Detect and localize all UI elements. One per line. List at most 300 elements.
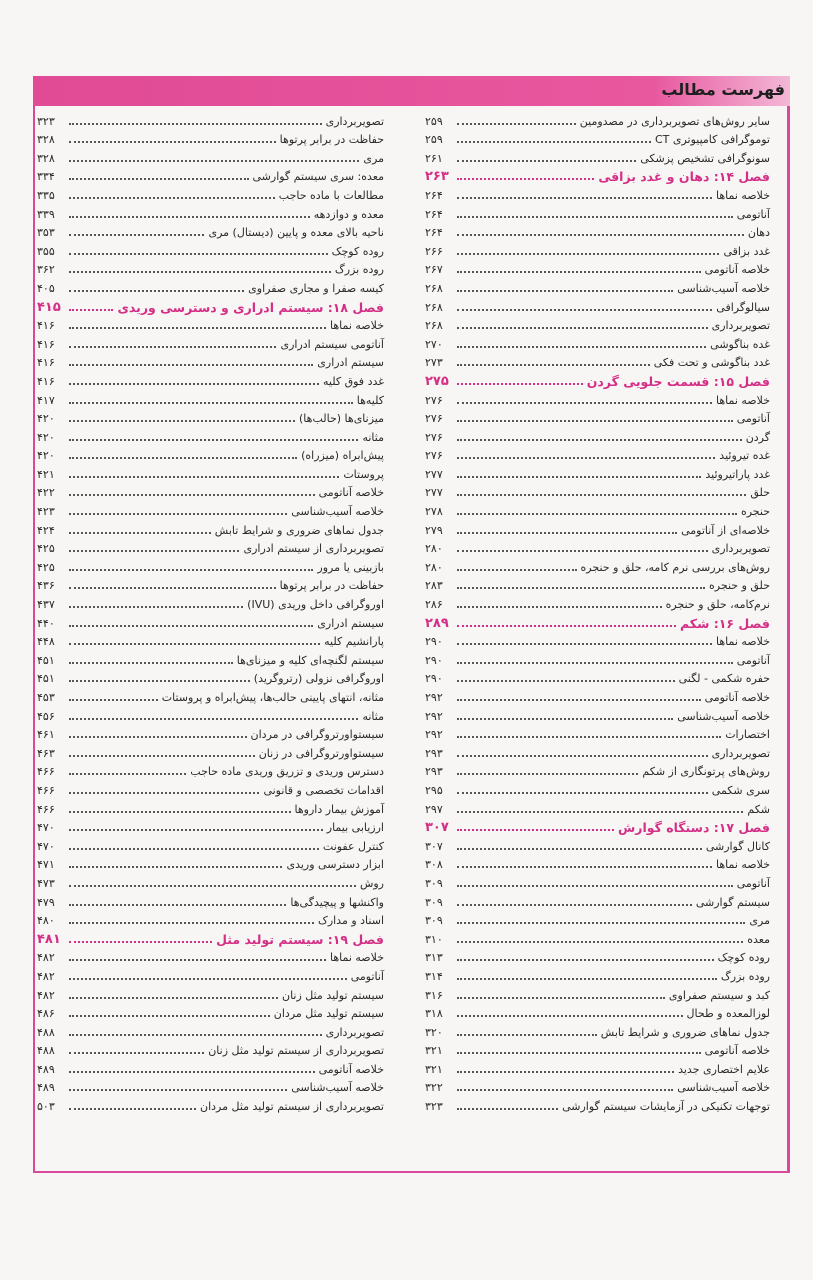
dot-leader xyxy=(69,978,347,980)
toc-entry-page: ۴۸۶ xyxy=(37,1007,55,1021)
dot-leader xyxy=(69,532,211,534)
dot-leader xyxy=(69,309,113,311)
toc-entry-page: ۲۹۰ xyxy=(425,635,443,649)
toc-entry-page: ۳۵۵ xyxy=(37,244,55,258)
toc-entry-page: ۲۷۶ xyxy=(425,449,443,463)
toc-entry-page: ۴۱۵ xyxy=(37,299,61,315)
toc-entry-title: پروستات xyxy=(343,467,384,481)
toc-entry-page: ۲۹۲ xyxy=(425,709,443,723)
toc-entry-page: ۲۷۹ xyxy=(425,523,443,537)
dot-leader xyxy=(457,904,692,906)
toc-entry-page: ۴۶۱ xyxy=(37,728,55,742)
toc-entry-page: ۴۲۲ xyxy=(37,486,55,500)
toc-entry-title: روده بزرگ xyxy=(720,969,770,983)
toc-entry-title: سیستم گوارشی xyxy=(695,895,770,909)
dot-leader xyxy=(457,736,721,738)
toc-entry-page: ۲۷۰ xyxy=(425,337,443,351)
toc-entry xyxy=(425,482,770,501)
toc-entry-page: ۲۷۳ xyxy=(425,356,443,370)
toc-entry-page: ۴۷۹ xyxy=(37,895,55,909)
toc-entry-title: حفاظت در برابر پرتوها xyxy=(279,579,384,593)
toc-entry-title: تصویربرداری xyxy=(325,1025,384,1039)
toc-entry-title: خلاصه نماها xyxy=(715,393,770,407)
dot-leader xyxy=(69,606,243,608)
toc-entry-page: ۳۰۹ xyxy=(425,895,443,909)
toc-entry-page: ۲۶۸ xyxy=(425,319,443,333)
toc-entry-page: ۲۶۸ xyxy=(425,300,443,314)
toc-entry-page: ۲۷۶ xyxy=(425,412,443,426)
toc-entry-title: ناحیه بالای معده و پایین (دیستال) مری xyxy=(208,226,384,240)
dot-leader xyxy=(457,123,576,125)
toc-entry-page: ۲۶۷ xyxy=(425,263,443,277)
toc-entry-page: ۴۲۰ xyxy=(37,412,55,426)
toc-entry-page: ۴۱۶ xyxy=(37,374,55,388)
toc-entry-page: ۲۹۳ xyxy=(425,746,443,760)
dot-leader xyxy=(457,178,594,180)
toc-entry xyxy=(37,686,384,705)
toc-chapter-heading xyxy=(425,612,770,631)
toc-entry-page: ۳۰۸ xyxy=(425,858,443,872)
toc-entry xyxy=(37,482,384,501)
toc-entry-page: ۴۵۱ xyxy=(37,653,55,667)
toc-entry xyxy=(425,203,770,222)
toc-entry-title: مثانه xyxy=(362,430,384,444)
toc-chapter-heading xyxy=(425,370,770,389)
toc-entry xyxy=(37,984,384,1003)
dot-leader xyxy=(69,755,255,757)
toc-entry-page: ۴۶۶ xyxy=(37,783,55,797)
toc-entry-title: سیستم تولید مثل مردان xyxy=(273,1007,384,1021)
toc-entry-title: روش xyxy=(359,876,384,890)
toc-entry-page: ۲۷۵ xyxy=(425,373,449,389)
toc-entry xyxy=(425,277,770,296)
toc-entry xyxy=(37,277,384,296)
dot-leader xyxy=(69,141,276,143)
dot-leader xyxy=(457,383,583,385)
toc-entry-page: ۳۰۷ xyxy=(425,839,443,853)
toc-entry-title: پیش‌ابراه (میزراه) xyxy=(301,449,384,463)
toc-entry xyxy=(37,129,384,148)
toc-entry-title: کلیه‌ها xyxy=(356,393,384,407)
dot-leader xyxy=(457,420,733,422)
toc-entry xyxy=(37,779,384,798)
toc-entry xyxy=(425,556,770,575)
toc-entry-page: ۳۳۹ xyxy=(37,207,55,221)
toc-entry xyxy=(37,798,384,817)
toc-entry-title: توجهات تکنیکی در آزمایشات سیستم گوارشی xyxy=(562,1100,770,1114)
toc-entry xyxy=(37,891,384,910)
toc-entry-title: خلاصه آسیب‌شناسی xyxy=(291,1081,384,1095)
dot-leader xyxy=(457,848,702,850)
toc-entry-page: ۴۸۲ xyxy=(37,951,55,965)
toc-entry-title: تصویربرداری xyxy=(711,319,770,333)
dot-leader xyxy=(457,457,715,459)
toc-entry xyxy=(37,612,384,631)
dot-leader xyxy=(69,290,244,292)
toc-entry-page: ۳۳۵ xyxy=(37,188,55,202)
dot-leader xyxy=(69,160,359,162)
toc-entry-page: ۳۱۸ xyxy=(425,1007,443,1021)
toc-entry-page: ۴۱۶ xyxy=(37,356,55,370)
dot-leader xyxy=(69,550,239,552)
toc-entry xyxy=(37,1021,384,1040)
toc-entry xyxy=(425,1021,770,1040)
toc-entry-title: آناتومی xyxy=(350,969,384,983)
toc-entry xyxy=(425,500,770,519)
toc-entry-title: معده xyxy=(747,932,770,946)
toc-entry-page: ۳۲۱ xyxy=(425,1062,443,1076)
dot-leader xyxy=(457,829,614,831)
toc-entry xyxy=(37,426,384,445)
dot-leader xyxy=(457,866,712,868)
toc-entry xyxy=(37,854,384,873)
page-title: فهرست مطالب xyxy=(661,80,785,99)
toc-entry-title: خلاصه آسیب‌شناسی xyxy=(677,281,770,295)
toc-entry-title: سیستواورتروگرافی در زنان xyxy=(258,746,384,760)
dot-leader xyxy=(457,699,701,701)
toc-entry-title: آناتومی xyxy=(736,653,770,667)
toc-entry-page: ۴۴۰ xyxy=(37,616,55,630)
toc-entry-page: ۴۵۳ xyxy=(37,691,55,704)
dot-leader xyxy=(69,402,353,404)
toc-entry xyxy=(37,222,384,241)
dot-leader xyxy=(69,327,326,329)
toc-entry-title: دسترس وریدی و تزریق وریدی ماده حاجب xyxy=(190,765,384,779)
toc-entry xyxy=(37,556,384,575)
toc-entry xyxy=(37,333,384,352)
toc-entry-title: تصویربرداری از سیستم تولید مثل زنان xyxy=(208,1044,384,1058)
dot-leader xyxy=(69,569,313,571)
toc-entry-title: حفاظت در برابر پرتوها xyxy=(279,133,384,147)
toc-entry xyxy=(425,222,770,241)
toc-entry-page: ۴۸۰ xyxy=(37,914,55,928)
dot-leader xyxy=(457,439,742,441)
toc-entry xyxy=(37,110,384,129)
toc-chapter-heading xyxy=(425,817,770,836)
toc-entry xyxy=(425,519,770,538)
toc-entry xyxy=(37,817,384,836)
toc-entry xyxy=(37,203,384,222)
toc-entry xyxy=(425,835,770,854)
toc-entry xyxy=(37,668,384,687)
toc-entry xyxy=(37,1095,384,1114)
toc-entry-title: فصل ۱۵: قسمت جلویی گردن xyxy=(586,373,770,389)
toc-entry-title: کبد و سیستم صفراوی xyxy=(668,988,770,1002)
toc-entry xyxy=(37,631,384,650)
toc-entry-title: غدد بناگوشی و تحت فکی xyxy=(653,356,770,370)
toc-entry-title: آموزش بیمار داروها xyxy=(294,802,384,816)
toc-entry-title: معده و دوازدهه xyxy=(313,207,384,221)
toc-entry-title: غده تیروئید xyxy=(719,449,770,463)
dot-leader xyxy=(69,364,313,366)
dot-leader xyxy=(69,457,297,459)
toc-entry xyxy=(425,1058,770,1077)
toc-entry-page: ۲۶۳ xyxy=(425,169,449,185)
toc-entry xyxy=(425,1077,770,1096)
toc-entry xyxy=(425,984,770,1003)
dot-leader xyxy=(69,885,356,887)
toc-entry-page: ۴۲۳ xyxy=(37,505,55,519)
toc-entry-page: ۴۶۶ xyxy=(37,765,55,779)
toc-entry xyxy=(425,686,770,705)
dot-leader xyxy=(69,1071,315,1073)
toc-entry-page: ۳۲۰ xyxy=(425,1025,443,1039)
toc-entry xyxy=(425,593,770,612)
dot-leader xyxy=(69,848,319,850)
toc-entry-page: ۳۲۳ xyxy=(37,114,55,128)
toc-entry xyxy=(37,259,384,278)
toc-entry-page: ۲۷۷ xyxy=(425,467,443,481)
toc-entry-page: ۲۶۶ xyxy=(425,244,443,258)
toc-entry-page: ۲۹۰ xyxy=(425,653,443,667)
dot-leader xyxy=(457,922,745,924)
toc-entry xyxy=(425,110,770,129)
toc-entry xyxy=(425,296,770,315)
toc-entry-title: روش‌های پرتونگاری از شکم xyxy=(642,765,770,779)
toc-entry-title: شکم xyxy=(747,802,770,816)
dot-leader xyxy=(69,123,322,125)
toc-entry xyxy=(37,947,384,966)
dot-leader xyxy=(457,141,651,143)
toc-entry xyxy=(37,315,384,334)
toc-entry-title: میزنای‌ها (حالب‌ها) xyxy=(299,412,384,426)
dot-leader xyxy=(69,773,186,775)
toc-entry xyxy=(425,798,770,817)
dot-leader xyxy=(457,160,636,162)
dot-leader xyxy=(457,978,717,980)
toc-entry-title: سیستواورتروگرافی در مردان xyxy=(250,728,384,742)
dot-leader xyxy=(69,643,320,645)
toc-entry-page: ۲۷۶ xyxy=(425,393,443,407)
dot-leader xyxy=(457,290,673,292)
toc-entry xyxy=(425,761,770,780)
toc-entry-page: ۲۶۱ xyxy=(425,151,443,165)
dot-leader xyxy=(457,1052,701,1054)
dot-leader xyxy=(457,364,650,366)
toc-entry-title: لوزالمعده و طحال xyxy=(686,1007,770,1021)
toc-entry-title: خلاصه آناتومی xyxy=(704,1044,770,1058)
dot-leader xyxy=(69,1052,204,1054)
toc-entry xyxy=(37,147,384,166)
toc-entry-title: تصویربرداری xyxy=(325,114,384,128)
dot-leader xyxy=(457,309,712,311)
toc-entry xyxy=(37,872,384,891)
toc-entry xyxy=(425,575,770,594)
toc-entry-title: فصل ۱۷: دستگاه گوارش xyxy=(618,820,770,836)
toc-entry-title: کنترل عفونت xyxy=(322,839,384,853)
toc-entry-title: فصل ۱۸: سیستم ادراری و دسترسی وریدی xyxy=(117,299,384,315)
dot-leader xyxy=(457,216,733,218)
toc-left-column xyxy=(37,110,384,1114)
toc-entry-page: ۴۵۶ xyxy=(37,709,55,723)
toc-entry-page: ۴۲۰ xyxy=(37,430,55,444)
toc-entry-page: ۲۵۹ xyxy=(425,114,443,128)
toc-entry-page: ۴۷۱ xyxy=(37,858,55,872)
toc-entry-page: ۴۱۶ xyxy=(37,319,55,333)
dot-leader xyxy=(69,234,204,236)
toc-entry xyxy=(425,910,770,929)
toc-entry-title: کانال گوارشی xyxy=(705,839,770,853)
dot-leader xyxy=(69,1034,322,1036)
dot-leader xyxy=(457,680,675,682)
dot-leader xyxy=(457,941,743,943)
toc-entry-title: پارانشیم کلیه xyxy=(324,635,384,649)
dot-leader xyxy=(69,1015,270,1017)
toc-entry xyxy=(37,835,384,854)
dot-leader xyxy=(69,1089,287,1091)
toc-entry-page: ۲۸۶ xyxy=(425,598,443,612)
toc-entry xyxy=(37,965,384,984)
dot-leader xyxy=(457,476,701,478)
dot-leader xyxy=(457,773,638,775)
toc-entry-page: ۲۹۲ xyxy=(425,691,443,704)
toc-entry-title: خلاصه آسیب‌شناسی xyxy=(677,1081,770,1095)
toc-entry-page: ۳۱۴ xyxy=(425,969,443,983)
dot-leader xyxy=(69,253,328,255)
toc-entry-title: خلاصه نماها xyxy=(329,951,384,965)
dot-leader xyxy=(457,271,701,273)
toc-entry xyxy=(425,668,770,687)
toc-entry-title: سری شکمی xyxy=(711,783,770,797)
dot-leader xyxy=(457,885,733,887)
dot-leader xyxy=(69,383,319,385)
toc-entry xyxy=(425,891,770,910)
toc-entry-title: حفره شکمی - لگنی xyxy=(678,672,770,686)
toc-entry-title: خلاصه آسیب‌شناسی xyxy=(291,505,384,519)
dot-leader xyxy=(69,997,278,999)
dot-leader xyxy=(457,197,712,199)
toc-entry-page: ۴۸۸ xyxy=(37,1044,55,1058)
toc-entry-page: ۴۶۳ xyxy=(37,746,55,760)
toc-entry-page: ۲۶۴ xyxy=(425,188,443,202)
toc-entry-page: ۳۱۶ xyxy=(425,988,443,1002)
toc-entry xyxy=(37,1040,384,1059)
toc-entry-title: روده کوچک xyxy=(331,244,384,258)
toc-entry xyxy=(37,240,384,259)
dot-leader xyxy=(69,346,276,348)
toc-entry-title: خلاصه آناتومی xyxy=(318,1062,384,1076)
dot-leader xyxy=(69,792,259,794)
toc-entry-page: ۲۸۹ xyxy=(425,615,449,631)
toc-entry-page: ۴۳۶ xyxy=(37,579,55,593)
toc-entry-page: ۳۳۴ xyxy=(37,170,55,184)
toc-entry-title: غدد بزاقی xyxy=(723,244,770,258)
dot-leader xyxy=(69,439,358,441)
toc-entry-page: ۴۸۲ xyxy=(37,969,55,983)
toc-entry xyxy=(425,315,770,334)
toc-entry-title: کیسه صفرا و مجاری صفراوی xyxy=(248,281,384,295)
dot-leader xyxy=(69,1108,196,1110)
toc-entry-page: ۲۸۳ xyxy=(425,579,443,593)
toc-entry-page: ۲۹۵ xyxy=(425,783,443,797)
dot-leader xyxy=(69,216,310,218)
toc-entry-page: ۳۲۲ xyxy=(425,1081,443,1095)
toc-entry-page: ۲۷۶ xyxy=(425,430,443,444)
dot-leader xyxy=(69,178,249,180)
toc-entry-title: اوروگرافی داخل وریدی (IVU) xyxy=(247,598,384,612)
dot-leader xyxy=(457,513,737,515)
toc-entry xyxy=(37,445,384,464)
toc-entry-title: خلاصه آناتومی xyxy=(704,691,770,704)
toc-entry-page: ۴۲۵ xyxy=(37,560,55,574)
toc-entry xyxy=(37,538,384,557)
toc-entry xyxy=(425,742,770,761)
dot-leader xyxy=(69,587,276,589)
toc-entry-title: جدول نماهای ضروری و شرایط تابش xyxy=(214,523,384,537)
toc-entry-title: نرم‌کامه، حلق و حنجره xyxy=(665,598,770,612)
toc-entry-page: ۲۶۸ xyxy=(425,281,443,295)
toc-entry-title: آناتومی سیستم ادراری xyxy=(280,337,384,351)
toc-entry-page: ۴۸۱ xyxy=(37,931,61,947)
toc-entry-title: توموگرافی کامپیوتری CT xyxy=(654,133,770,147)
toc-entry xyxy=(37,1058,384,1077)
toc-entry xyxy=(425,129,770,148)
dot-leader xyxy=(69,662,233,664)
toc-entry xyxy=(425,1040,770,1059)
dot-leader xyxy=(457,662,733,664)
toc-entry-page: ۵۰۳ xyxy=(37,1100,55,1114)
toc-entry xyxy=(37,575,384,594)
toc-entry xyxy=(37,184,384,203)
toc-entry-page: ۲۹۰ xyxy=(425,672,443,686)
toc-entry-page: ۲۷۷ xyxy=(425,486,443,500)
toc-entry-page: ۴۶۶ xyxy=(37,802,55,816)
toc-entry xyxy=(425,1003,770,1022)
toc-entry-page: ۴۱۷ xyxy=(37,393,55,407)
dot-leader xyxy=(457,718,673,720)
dot-leader xyxy=(457,1015,683,1017)
toc-entry-title: جدول نماهای ضروری و شرایط تابش xyxy=(600,1025,770,1039)
toc-entry-title: خلاصه نماها xyxy=(329,319,384,333)
dot-leader xyxy=(69,197,275,199)
toc-entry xyxy=(37,724,384,743)
dot-leader xyxy=(69,476,339,478)
toc-chapter-heading xyxy=(425,166,770,185)
toc-entry xyxy=(37,1077,384,1096)
dot-leader xyxy=(69,271,331,273)
toc-entry xyxy=(425,649,770,668)
dot-leader xyxy=(457,327,708,329)
toc-entry xyxy=(425,705,770,724)
toc-entry-page: ۳۰۷ xyxy=(425,820,449,836)
toc-entry xyxy=(37,352,384,371)
dot-leader xyxy=(457,1108,558,1110)
dot-leader xyxy=(457,625,676,627)
toc-entry-title: مری xyxy=(749,914,770,928)
toc-entry-page: ۴۰۵ xyxy=(37,281,55,295)
toc-entry-title: تصویربرداری xyxy=(711,542,770,556)
toc-entry-title: روده بزرگ xyxy=(334,263,384,277)
toc-entry-title: مثانه، انتهای پایینی حالب‌ها، پیش‌ابراه و پروستات xyxy=(161,691,384,704)
dot-leader xyxy=(457,811,743,813)
toc-entry-title: سایر روش‌های تصویربرداری در مصدومین xyxy=(579,114,770,128)
toc-entry xyxy=(425,947,770,966)
dot-leader xyxy=(457,234,744,236)
dot-leader xyxy=(457,587,705,589)
dot-leader xyxy=(457,792,708,794)
toc-entry xyxy=(37,370,384,389)
dot-leader xyxy=(69,736,247,738)
toc-entry xyxy=(425,259,770,278)
toc-entry-page: ۴۸۸ xyxy=(37,1025,55,1039)
dot-leader xyxy=(69,625,313,627)
toc-entry-title: معده: سری سیستم گوارشی xyxy=(252,170,384,184)
dot-leader xyxy=(69,699,158,701)
toc-entry xyxy=(37,389,384,408)
toc-entry-page: ۴۲۱ xyxy=(37,467,55,481)
toc-entry-title: تصویربرداری xyxy=(711,746,770,760)
toc-entry-title: غدد پاراتیروئید xyxy=(705,467,770,481)
